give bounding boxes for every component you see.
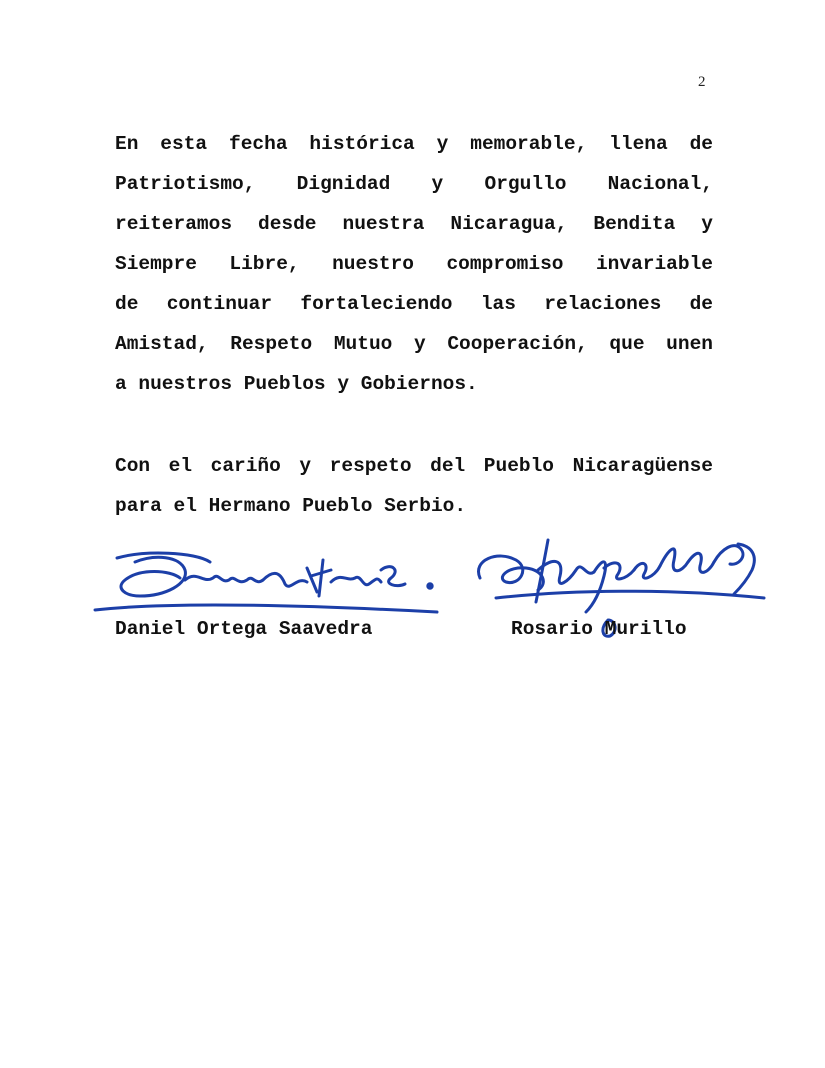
signer-name-left: Daniel Ortega Saavedra <box>115 618 373 640</box>
text-line: Amistad, Respeto Mutuo y Cooperación, que unen <box>115 333 713 355</box>
letter-paragraph-1 <box>115 124 713 404</box>
signature-daniel-ortega <box>85 540 445 620</box>
text-line: Con el cariño y respeto del Pueblo Nicaragüense <box>115 455 713 477</box>
text-line: Patriotismo, Dignidad y Orgullo Nacional, <box>115 173 713 195</box>
letter-paragraph-2 <box>115 446 713 526</box>
text-line: a nuestros Pueblos y Gobiernos. <box>115 373 478 395</box>
text-line: Siempre Libre, nuestro compromiso invariable <box>115 253 713 275</box>
text-line: para el Hermano Pueblo Serbio. <box>115 495 467 517</box>
text-line: reiteramos desde nuestra Nicaragua, Bendita y <box>115 213 713 235</box>
page-number: 2 <box>698 74 706 90</box>
text-line: de continuar fortaleciendo las relaciones de <box>115 293 713 315</box>
text-line: En esta fecha histórica y memorable, llena de <box>115 133 713 155</box>
signer-name-right: Rosario Murillo <box>511 618 687 640</box>
